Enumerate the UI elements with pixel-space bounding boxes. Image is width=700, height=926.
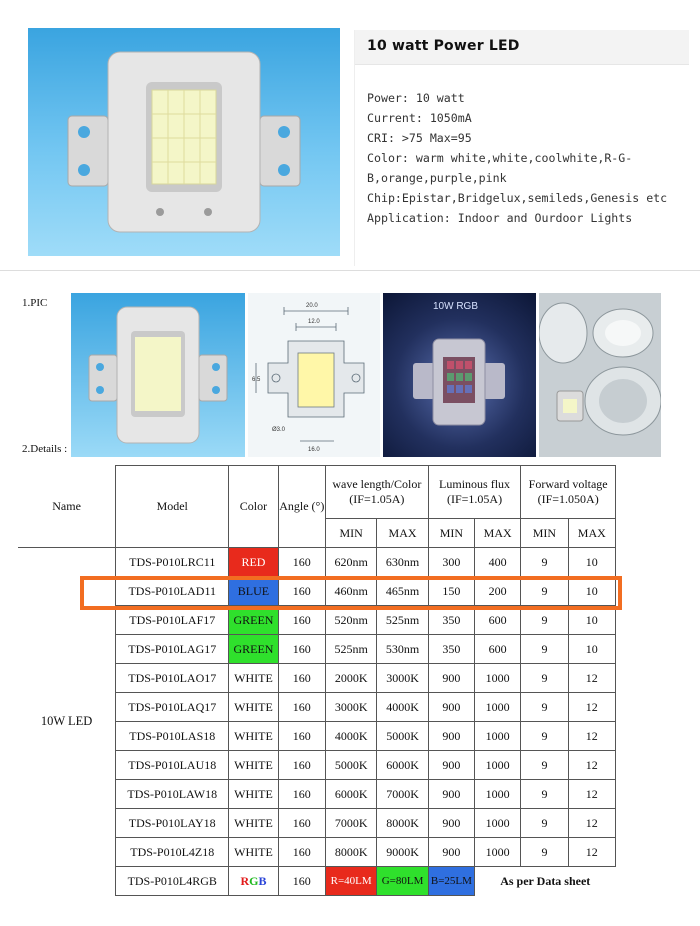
table-row xyxy=(18,548,616,577)
color-cell: WHITE xyxy=(229,693,278,722)
voltage-min-cell: 9 xyxy=(521,548,568,577)
flux-min-cell: 350 xyxy=(428,635,474,664)
dim-inner-label: 12.0 xyxy=(308,319,320,325)
group-name-cell: 10W LED xyxy=(18,548,116,896)
rgb-led-photo xyxy=(383,293,536,457)
lens-accessories-photo xyxy=(539,293,661,457)
model-cell: TDS-P010L4Z18 xyxy=(116,838,229,867)
color-cell: WHITE xyxy=(229,809,278,838)
product-title: 10 watt Power LED xyxy=(367,38,520,54)
wave-min-cell: 5000K xyxy=(325,751,376,780)
led-chip-icon xyxy=(28,28,340,256)
rgb-letter: B xyxy=(258,873,267,888)
wave-max-cell: 4000K xyxy=(377,693,428,722)
wave-max-cell: 7000K xyxy=(377,780,428,809)
spec-line: Color: warm white,white,coolwhite,R-G-B,orange,purple,pink xyxy=(367,151,633,185)
flux-min-cell: 350 xyxy=(428,606,474,635)
wave-max-cell: 9000K xyxy=(377,838,428,867)
flux-max-cell: 1000 xyxy=(475,809,521,838)
wave-min-cell: 3000K xyxy=(325,693,376,722)
wave-min-cell: 4000K xyxy=(325,722,376,751)
model-cell: TDS-P010L4RGB xyxy=(116,867,229,896)
flux-min-cell: 900 xyxy=(428,722,474,751)
voltage-min-cell: 9 xyxy=(521,780,568,809)
color-cell: WHITE xyxy=(229,751,278,780)
dimension-diagram-icon xyxy=(248,293,380,457)
flux-min-cell: 150 xyxy=(428,577,474,606)
voltage-max-cell: 12 xyxy=(568,780,615,809)
divider xyxy=(0,270,700,271)
angle-cell: 160 xyxy=(278,780,325,809)
color-cell: BLUE xyxy=(229,577,278,606)
wave-min-cell: 7000K xyxy=(325,809,376,838)
flux-min-cell: 900 xyxy=(428,664,474,693)
flux-max-cell: 600 xyxy=(475,606,521,635)
wave-max-cell: 630nm xyxy=(377,548,428,577)
wave-min-cell: 6000K xyxy=(325,780,376,809)
header-color: Color xyxy=(229,466,278,548)
wave-max-cell: 525nm xyxy=(377,606,428,635)
flux-max-cell: 200 xyxy=(475,577,521,606)
voltage-max-cell: 10 xyxy=(568,606,615,635)
color-cell: GREEN xyxy=(229,635,278,664)
voltage-max-cell: 12 xyxy=(568,838,615,867)
product-specs xyxy=(367,88,685,228)
voltage-min-cell: 9 xyxy=(521,664,568,693)
voltage-min-cell: 9 xyxy=(521,751,568,780)
green-flux-cell: G=80LM xyxy=(377,867,428,896)
wave-max-cell: 8000K xyxy=(377,809,428,838)
wave-max-cell: 465nm xyxy=(377,577,428,606)
product-image xyxy=(28,28,340,256)
flux-max-cell: 1000 xyxy=(475,664,521,693)
lens-reflector-icon xyxy=(539,293,661,457)
spec-table xyxy=(18,465,616,896)
dim-top-label: 20.0 xyxy=(306,303,318,309)
model-cell: TDS-P010LAG17 xyxy=(116,635,229,664)
voltage-max-cell: 10 xyxy=(568,635,615,664)
blue-flux-cell: B=25LM xyxy=(428,867,474,896)
angle-cell: 160 xyxy=(278,751,325,780)
color-cell: WHITE xyxy=(229,780,278,809)
model-cell: TDS-P010LRC11 xyxy=(116,548,229,577)
voltage-min-cell: 9 xyxy=(521,606,568,635)
wave-min-cell: 620nm xyxy=(325,548,376,577)
voltage-max-cell: 10 xyxy=(568,577,615,606)
voltage-min-cell: 9 xyxy=(521,577,568,606)
flux-max-cell: 600 xyxy=(475,635,521,664)
flux-max-cell: 1000 xyxy=(475,751,521,780)
spec-line: Chip:Epistar,Bridgelux,semileds,Genesis etc xyxy=(367,191,668,205)
model-cell: TDS-P010LAF17 xyxy=(116,606,229,635)
led-photo xyxy=(71,293,245,457)
rgb-letter: R xyxy=(240,873,250,888)
voltage-max-cell: 12 xyxy=(568,722,615,751)
color-cell: GREEN xyxy=(229,606,278,635)
voltage-max-cell: 12 xyxy=(568,751,615,780)
dim-hole-label: Ø3.0 xyxy=(272,427,286,433)
voltage-max-cell: 12 xyxy=(568,664,615,693)
color-cell: RED xyxy=(229,548,278,577)
angle-cell: 160 xyxy=(278,838,325,867)
angle-cell: 160 xyxy=(278,635,325,664)
rgb-photo-label: 10W RGB xyxy=(433,301,479,312)
angle-cell: 160 xyxy=(278,867,325,896)
model-cell: TDS-P010LAY18 xyxy=(116,809,229,838)
flux-max-cell: 1000 xyxy=(475,780,521,809)
model-cell: TDS-P010LAD11 xyxy=(116,577,229,606)
product-title-bar xyxy=(355,30,689,65)
model-cell: TDS-P010LAW18 xyxy=(116,780,229,809)
spec-line: Power: 10 watt xyxy=(367,91,465,105)
flux-min-cell: 900 xyxy=(428,809,474,838)
header-min: MIN xyxy=(428,519,474,548)
voltage-min-cell: 9 xyxy=(521,635,568,664)
voltage-min-cell: 9 xyxy=(521,838,568,867)
wave-min-cell: 460nm xyxy=(325,577,376,606)
flux-min-cell: 900 xyxy=(428,838,474,867)
wave-min-cell: 2000K xyxy=(325,664,376,693)
voltage-max-cell: 12 xyxy=(568,809,615,838)
color-cell: WHITE xyxy=(229,722,278,751)
header-forward-voltage: Forward voltage (IF=1.050A) xyxy=(521,466,616,519)
wave-max-cell: 3000K xyxy=(377,664,428,693)
voltage-max-cell: 12 xyxy=(568,693,615,722)
header-wave-length: wave length/Color (IF=1.05A) xyxy=(325,466,428,519)
color-cell: WHITE xyxy=(229,664,278,693)
angle-cell: 160 xyxy=(278,693,325,722)
rgb-letter: G xyxy=(249,873,259,888)
flux-min-cell: 900 xyxy=(428,693,474,722)
spec-line: Application: Indoor and Ourdoor Lights xyxy=(367,211,633,225)
wave-max-cell: 5000K xyxy=(377,722,428,751)
details-section-label: 2.Details : xyxy=(22,443,68,455)
color-cell xyxy=(229,867,278,896)
flux-max-cell: 400 xyxy=(475,548,521,577)
angle-cell: 160 xyxy=(278,606,325,635)
model-cell: TDS-P010LAQ17 xyxy=(116,693,229,722)
voltage-min-cell: 9 xyxy=(521,722,568,751)
led-chip-icon xyxy=(71,293,245,457)
wave-min-cell: 525nm xyxy=(325,635,376,664)
header-min: MIN xyxy=(521,519,568,548)
angle-cell: 160 xyxy=(278,809,325,838)
header-name: Name xyxy=(18,466,116,548)
voltage-max-cell: 10 xyxy=(568,548,615,577)
header-max: MAX xyxy=(568,519,615,548)
spec-line: CRI: >75 Max=95 xyxy=(367,131,472,145)
rgb-led-icon xyxy=(383,293,536,457)
header-min: MIN xyxy=(325,519,376,548)
header-max: MAX xyxy=(475,519,521,548)
header-max: MAX xyxy=(377,519,428,548)
model-cell: TDS-P010LAU18 xyxy=(116,751,229,780)
highlight-box xyxy=(80,576,622,610)
dim-bottom-label: 16.0 xyxy=(308,447,320,453)
wave-min-cell: 8000K xyxy=(325,838,376,867)
angle-cell: 160 xyxy=(278,664,325,693)
spec-line: Current: 1050mA xyxy=(367,111,472,125)
model-cell: TDS-P010LAO17 xyxy=(116,664,229,693)
flux-max-cell: 1000 xyxy=(475,693,521,722)
dim-side-label: 6.5 xyxy=(252,377,261,383)
header-model: Model xyxy=(116,466,229,548)
red-flux-cell: R=40LM xyxy=(325,867,376,896)
wave-max-cell: 6000K xyxy=(377,751,428,780)
product-card xyxy=(12,14,688,266)
flux-min-cell: 900 xyxy=(428,751,474,780)
flux-max-cell: 1000 xyxy=(475,722,521,751)
wave-max-cell: 530nm xyxy=(377,635,428,664)
flux-min-cell: 900 xyxy=(428,780,474,809)
flux-max-cell: 1000 xyxy=(475,838,521,867)
pic-section-label: 1.PIC xyxy=(22,297,48,309)
data-sheet-note: As per Data sheet xyxy=(500,873,591,888)
dimension-drawing xyxy=(248,293,380,457)
angle-cell: 160 xyxy=(278,577,325,606)
header-luminous-flux: Luminous flux (IF=1.05A) xyxy=(428,466,521,519)
angle-cell: 160 xyxy=(278,548,325,577)
product-info xyxy=(354,30,689,266)
header-angle: Angle (°) xyxy=(278,466,325,548)
voltage-min-cell: 9 xyxy=(521,693,568,722)
wave-min-cell: 520nm xyxy=(325,606,376,635)
voltage-min-cell: 9 xyxy=(521,809,568,838)
model-cell: TDS-P010LAS18 xyxy=(116,722,229,751)
flux-min-cell: 300 xyxy=(428,548,474,577)
color-cell: WHITE xyxy=(229,838,278,867)
angle-cell: 160 xyxy=(278,722,325,751)
